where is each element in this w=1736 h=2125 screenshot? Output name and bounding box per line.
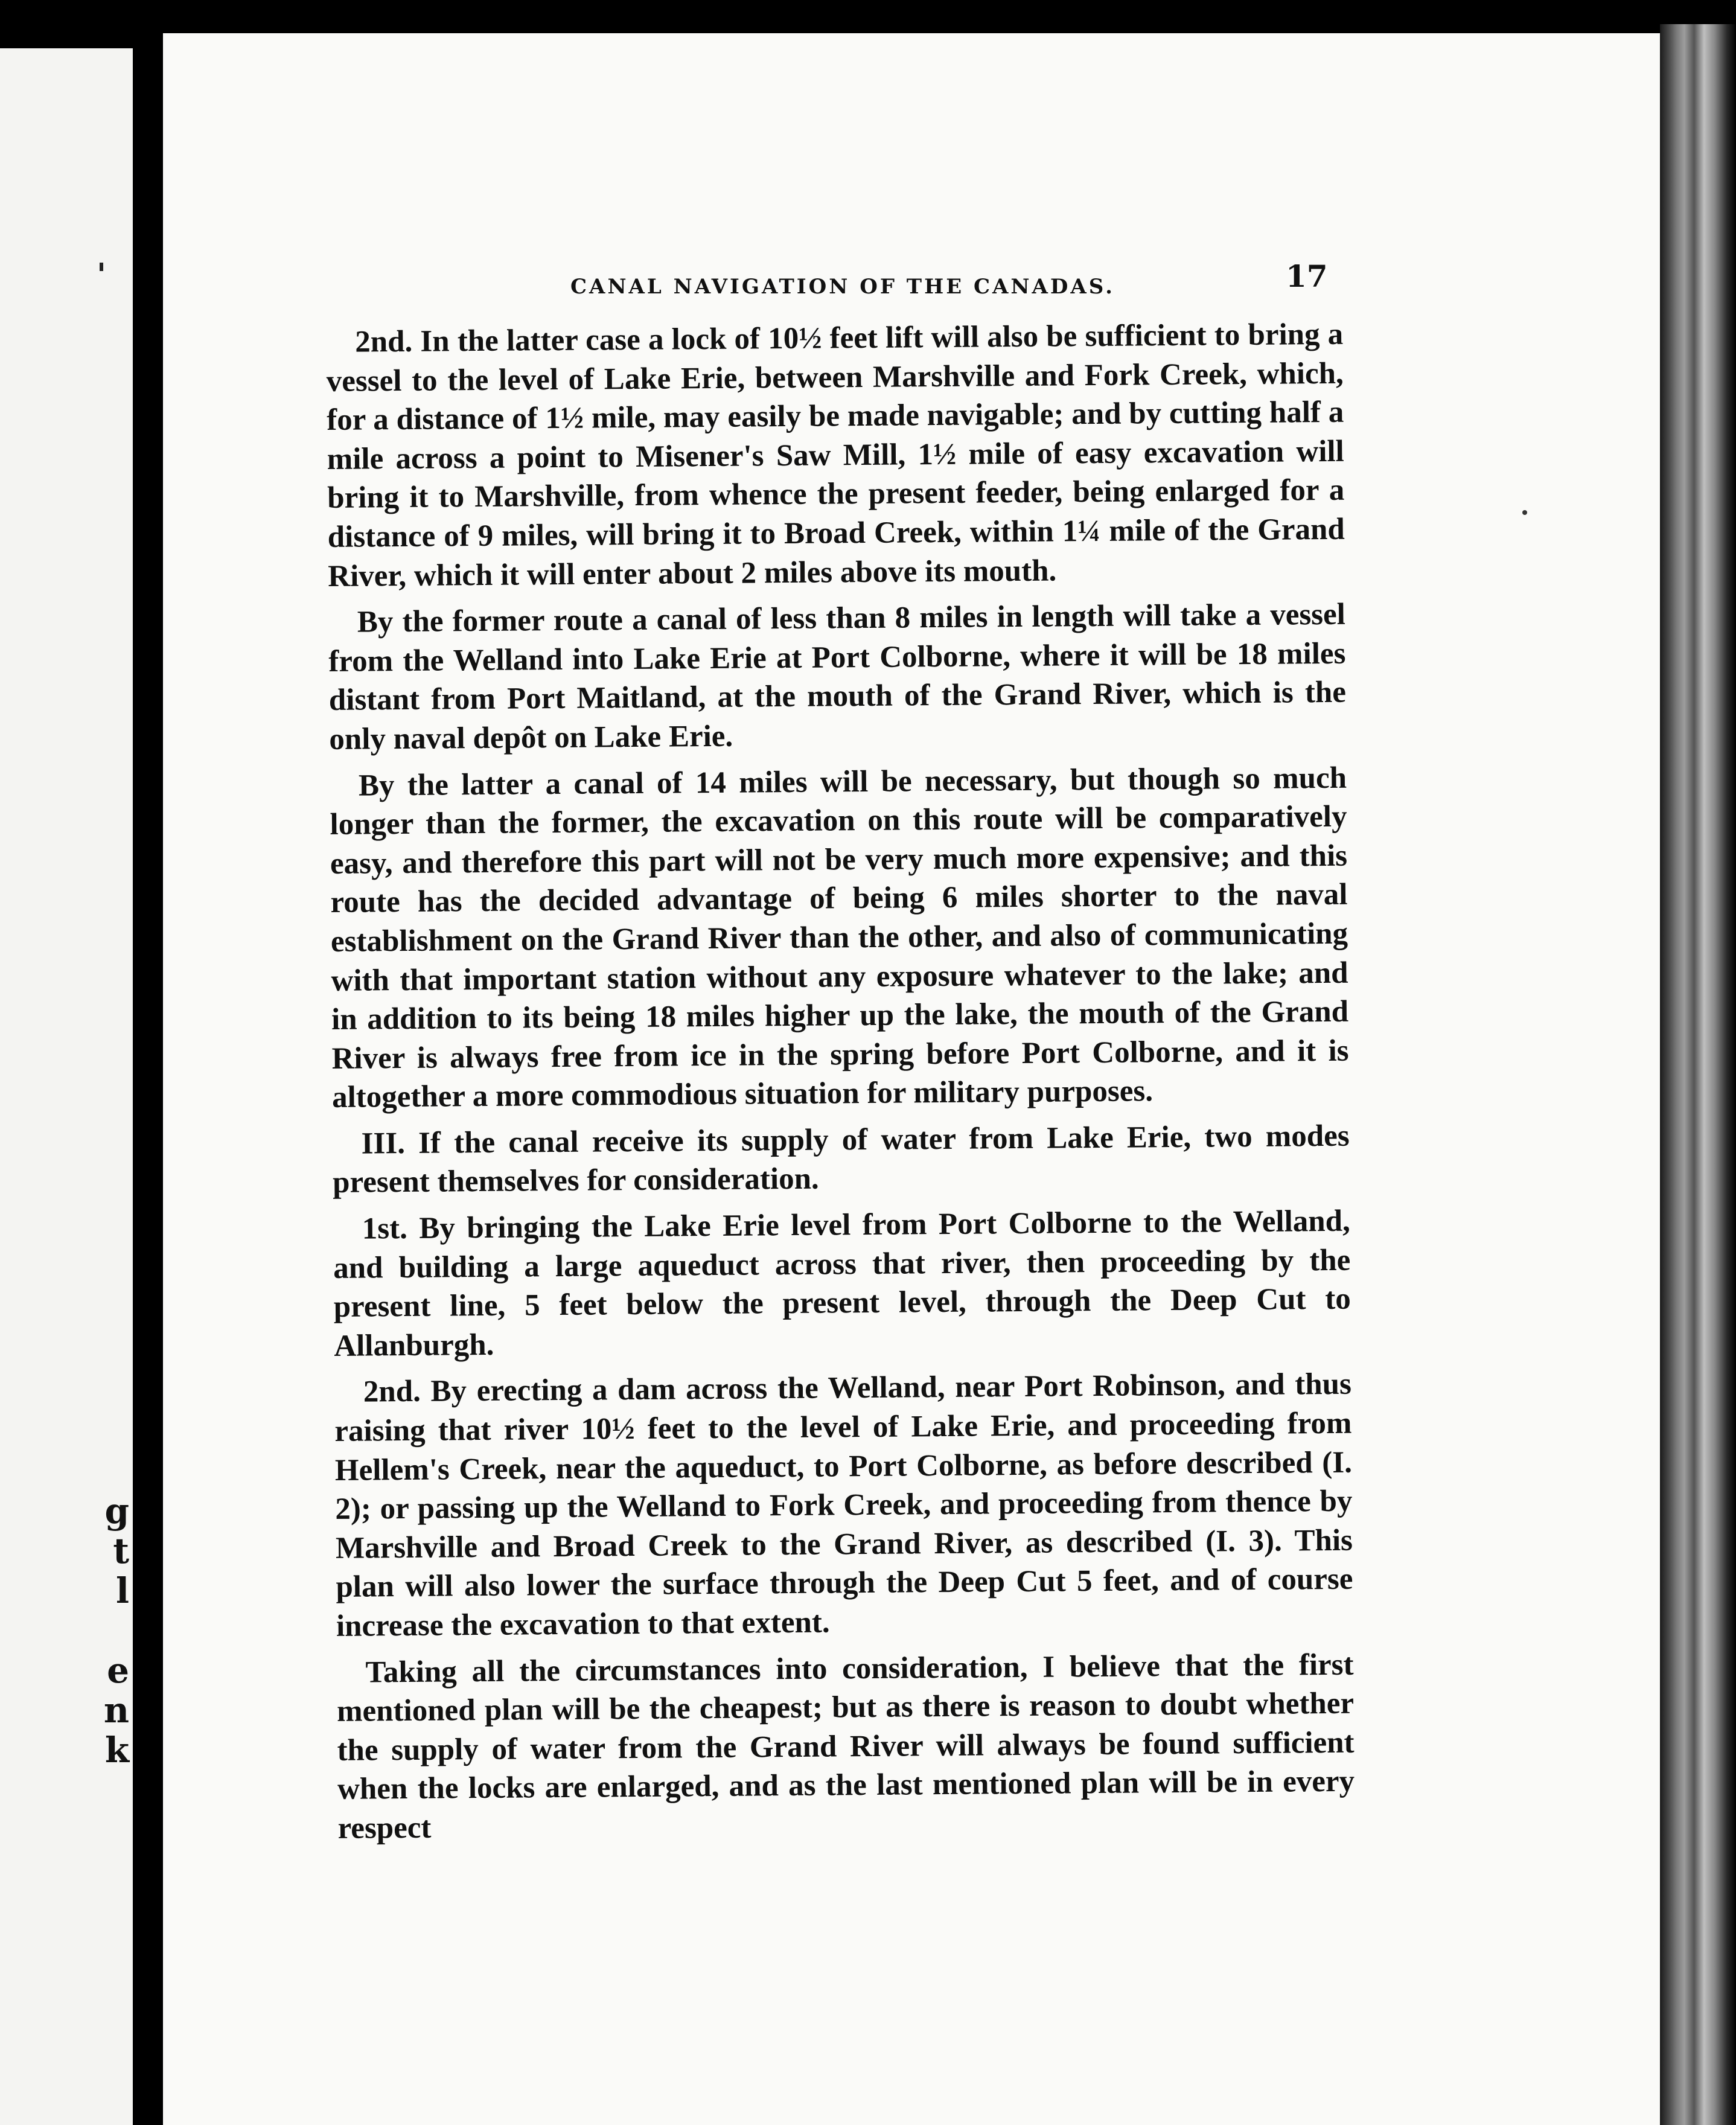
paragraph: III. If the canal receive its supply of water from Lake Erie, two modes present themselves for consideration. [332, 1119, 1350, 1200]
speck [1522, 510, 1527, 515]
previous-page-letters [104, 1491, 129, 1770]
prev-letter: l [115, 1570, 129, 1611]
paragraph: By the latter a canal of 14 miles will be necessary, but though so much longer than the former, the excavation on this route will be comparatively easy, and therefore this part will not be very much more expensive; and this route has the decided advantage of being 6 miles shorter to the naval establishment on the Grand River than the other, and also of communicating with that important station without any exposure whatever to the lake; and in addition to its being 18 miles higher up the lake, the mouth of the Grand River is always free from ice in the spring before Port Colborne, and it is altogether a more commodious situation for military purposes. [330, 761, 1349, 1115]
ink-mark [100, 263, 103, 271]
paragraph: By the former route a canal of less than 8 miles in length will take a vessel from the Welland into Lake Erie at Port Colborne, where it will be 18 miles distant from Port Maitland, at the mouth of the Grand River, which is the only naval depôt on Lake Erie. [328, 597, 1347, 756]
paragraph: 2nd. In the latter case a lock of 10½ feet lift will also be sufficient to bring a vessel to the level of Lake Erie, between Marshville and Fork Creek, which, for a distance of 1½ mile, may easily be made navigable; and by cutting half a mile across a point to Misener's Saw Mill, 1½ mile of easy excavation will bring it to Marshville, from whence the present feeder, being enlarged for a distance of 9 miles, will bring it to Broad Creek, within 1¼ mile of the Grand River, which it will enter about 2 miles above its mouth. [326, 317, 1345, 593]
prev-letter: g [104, 1491, 129, 1532]
page-number: 17 [1286, 258, 1328, 294]
prev-letter: n [103, 1690, 129, 1731]
body-text [326, 315, 1355, 1856]
prev-letter: e [107, 1650, 129, 1691]
previous-page-edge [0, 48, 133, 2125]
book-binding-edge [1660, 24, 1736, 2125]
prev-letter: t [113, 1530, 129, 1571]
prev-letter: k [104, 1730, 129, 1771]
paragraph: 1st. By bringing the Lake Erie level from Port Colborne to the Welland, and building a large aqueduct across that river, then proceeding by the present line, 5 feet below the present level, through the Deep Cut to Allanburgh. [333, 1204, 1351, 1363]
paragraph: Taking all the circumstances into consideration, I believe that the first mentioned plan will be the cheapest; but as there is reason to doubt whether the supply of water from the Grand River will always be found sufficient when the locks are enlarged, and as the last mentioned plan will be in every respect [336, 1647, 1355, 1845]
running-head: CANAL NAVIGATION OF THE CANADAS. [570, 275, 1115, 299]
paragraph: 2nd. By erecting a dam across the Welland, near Port Robinson, and thus raising that river 10½ feet to the level of Lake Erie, and proceeding from Hellem's Creek, near the aqueduct, to Port Colborne, as before described (I. 2); or passing up the Welland to Fork Creek, and proceeding from thence by Marshville and Broad Creek to the Grand River, as described (I. 3). This plan will also lower the surface through the Deep Cut 5 feet, and of course increase the excavation to that extent. [334, 1367, 1353, 1643]
